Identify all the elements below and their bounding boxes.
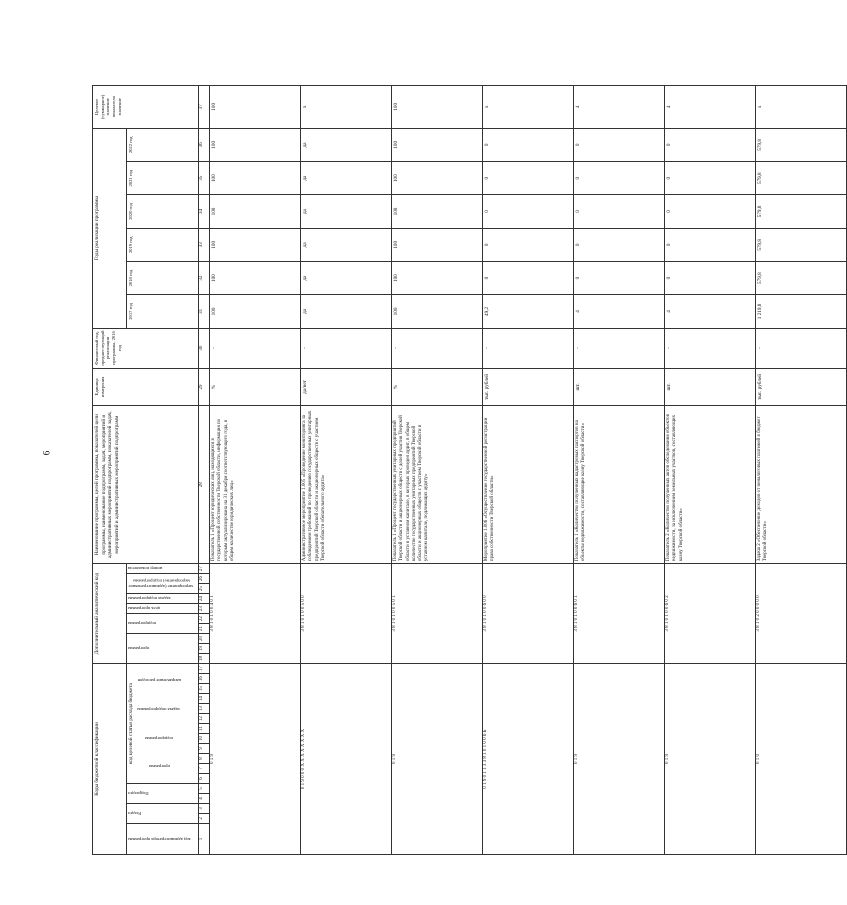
col-num: 29 [199,368,210,406]
year-value-cell: 0 [665,195,756,228]
col-num: 7 [199,764,210,774]
year-value-cell: 0 [483,228,574,261]
name-column-header: Наименование программы, целей программы, показателей цели программы, наименование подпрограмм, задач, мероприятий и административных мероприятий подпрограмм, показателей задач, мероприятий и административных мероприятий подпрограмм [93,406,199,564]
col-num: 22 [199,614,210,624]
year-value-cell: 0 [574,228,665,261]
row-name-cell: Административное мероприятие 1.005 «Проведение мониторинга за соблюдением требований по проведению государственных унитарных предприятий Тверской области и акционерных обществ с участием Тверской области обязательного аудита» [301,406,392,564]
col-num: 24 [199,594,210,604]
year-value-cell: 1 219,8 [756,295,847,328]
codes-title: Коды бюджетной классификации [93,664,127,855]
unit-cell: шт. [574,368,665,406]
target-column-header [93,86,199,129]
fin-year-column-header: Финансовый год, предшествующий реализации программы, 2016 год [93,328,199,368]
col-num: 36 [199,128,210,161]
x-subprogram-header: подпрограмма [127,614,199,634]
year-value-cell: 100 [392,295,483,328]
year-value-cell: да [301,128,392,161]
unit-cell: да/нет [301,368,392,406]
extra-code-cell: 3 8 1 0 1 0 0 6 0 2 [665,564,756,664]
year-value-cell: 0 [665,162,756,195]
target-value-cell: 4 [665,86,756,129]
col-num: 2 [199,813,210,823]
year-value-cell: 100 [392,162,483,195]
col-num: 11 [199,724,210,734]
col-num: 37 [199,86,210,129]
x-program-header: программа [127,634,199,664]
col-num: 30 [199,328,210,368]
row-name-cell: Показатель 1 «Количество полученных кадастровых паспортов на объекты недвижимости, составляющие казну Тверской области» [574,406,665,564]
col-num: 28 [199,406,210,564]
fin-year-cell: - [210,328,301,368]
extra-code-cell: 3 8 1 0 1 0 0 6 0 1 [574,564,665,664]
col-num: 14 [199,694,210,704]
year-value-cell: 100 [392,261,483,294]
table-row [574,86,665,855]
col-num: 10 [199,734,210,744]
col-num: 25 [199,584,210,594]
extra-code-title: Дополнительный аналитический код [93,564,127,664]
year-2022: 2022 год [127,128,199,161]
col-num: 8 [199,754,210,764]
row-name-cell: Показатель 2 «Количество полученных актов обследования объектов недвижимости, за исключением земельных участков, составляющих казну Тверской области» [665,406,756,564]
year-value-cell: 100 [392,195,483,228]
col-num: 23 [199,604,210,614]
section-header: Раздел [127,803,199,823]
budget-code-cell: 0 1 9 [665,664,756,855]
year-value-cell: 49,2 [483,295,574,328]
years-title: Годы реализации программы [93,128,127,328]
target-value-cell: 4 [574,86,665,129]
col-num: 32 [199,261,210,294]
ta-subprogram: подпрограмма [144,735,173,741]
year-value-cell: 0 [574,195,665,228]
unit-cell: шт. [665,368,756,406]
col-num: 35 [199,162,210,195]
year-value-cell: 579,8 [756,228,847,261]
target-subtitle: значение [116,98,122,116]
target-title: Целевое (суммарное) значение показателя [94,94,117,119]
rotated-document [92,85,769,855]
target-article-header [127,664,199,784]
table-row [483,86,574,855]
col-num: 33 [199,228,210,261]
col-num: 20 [199,634,210,644]
target-value-cell: 100 [210,86,301,129]
program-table [92,85,847,855]
year-value-cell: 0 [483,128,574,161]
year-value-cell: 100 [210,295,301,328]
unit-cell: тыс. рублей [483,368,574,406]
x-task-header: задача подпрограммы [127,594,199,604]
year-value-cell: 0 [665,128,756,161]
row-name-cell: Задача 2 «Обеспечение доходов от неналоговых платежей в бюджет Тверской области» [756,406,847,564]
x-indicator-header: номер показателя [127,564,199,574]
year-value-cell: 579,8 [756,162,847,195]
col-num: 9 [199,744,210,754]
col-num: 16 [199,674,210,684]
col-num: 34 [199,195,210,228]
table-row [210,86,301,855]
col-num: 3 [199,803,210,813]
year-value-cell: 0 [574,128,665,161]
col-num: 1 [199,823,210,854]
year-value-cell: 100 [392,228,483,261]
budget-code-cell: 0 1 9 0 0 0 X X X X X X X X [301,664,392,855]
extra-code-cell: 3 8 1 0 1 0 0 6 0 0 [483,564,574,664]
col-num: 15 [199,684,210,694]
year-value-cell: да [301,162,392,195]
subsection-header: Подраздел [127,783,199,803]
col-num: 6 [199,773,210,783]
table-row [392,86,483,855]
year-value-cell: 0 [483,195,574,228]
admin-code-header: код администратора программы [127,823,199,854]
year-value-cell: да [301,195,392,228]
row-name-cell: Показатель 1 «Процент государственных унитарных предприятий Тверской области и акционерных обществ с долей участия Тверской области в уставном капитале, в которых проведен аудит, в общем количестве государственных унитарных предприятий Тверской области и акционерных обществ с участием Тверской области в уставном капитале, подлежащих аудиту» [392,406,483,564]
budget-code-cell: 0 1 9 0 1 1 3 3 8 1 0 1 0 0 6 Б [483,664,574,855]
year-value-cell: 0 [483,261,574,294]
ta-program: программа [147,764,170,770]
year-value-cell: 4 [665,295,756,328]
year-2017: 2017 год [127,295,199,328]
ta-direction: направление расходов [136,678,181,684]
year-value-cell: да [301,228,392,261]
year-value-cell: да [301,261,392,294]
budget-code-cell: 0 1 9 [392,664,483,855]
fin-year-cell: - [756,328,847,368]
col-num: 31 [199,295,210,328]
row-name-cell: Показатель 1 «Процент юридических лиц, находящихся в государственной собственности Тверской области, информация по которым актуализирована на 31 декабря соответствующего года, в общем количестве юридических лиц» [210,406,301,564]
year-value-cell: 100 [392,128,483,161]
col-num: 21 [199,624,210,634]
page-number: 6 [41,450,52,456]
year-value-cell: 100 [210,228,301,261]
year-value-cell: 579,8 [756,261,847,294]
extra-code-cell: 3 8 1 0 1 0 0 5 0 1 [392,564,483,664]
col-num: 18 [199,654,210,664]
unit-cell: % [392,368,483,406]
target-value-cell: 100 [392,86,483,129]
extra-code-cell: 3 8 1 0 2 0 0 0 0 0 [756,564,847,664]
year-value-cell: 579,8 [756,128,847,161]
table-row [756,86,847,855]
year-value-cell: 0 [665,261,756,294]
col-num: 26 [199,574,210,584]
col-num: 27 [199,564,210,574]
col-num: 4 [199,793,210,803]
col-num: 5 [199,783,210,793]
year-value-cell: 4 [574,295,665,328]
year-2018: 2018 год [127,261,199,294]
ta-task: задача подпрограммы [137,707,180,712]
x-event-header: мероприятие (административное мероприятие) подпрограммы [127,574,199,594]
fin-year-cell: - [483,328,574,368]
extra-code-cell: 3 8 1 0 1 0 0 4 0 1 [210,564,301,664]
col-num: 12 [199,714,210,724]
column-numbers-row [199,86,210,855]
year-value-cell: 0 [574,162,665,195]
row-name-cell: Мероприятие 1.006 «Осуществление государственной регистрации права собственности Тверской области» [483,406,574,564]
target-article-title: код целевой статьи расхода бюджета [128,683,134,764]
year-2020: 2020 год [127,195,199,228]
col-num: 17 [199,664,210,674]
budget-code-cell: 0 1 0 [756,664,847,855]
target-value-cell: х [756,86,847,129]
unit-column-header: Единица измерения [93,368,199,406]
target-value-cell: х [483,86,574,129]
year-value-cell: 100 [210,195,301,228]
budget-code-cell: 0 1 9 [574,664,665,855]
extra-code-cell: 3 8 1 0 1 0 0 5 0 0 [301,564,392,664]
year-value-cell: 0 [483,162,574,195]
col-num: 13 [199,704,210,714]
year-value-cell: 579,8 [756,195,847,228]
col-num: 19 [199,644,210,654]
year-2021: 2021 год [127,162,199,195]
year-value-cell: 0 [574,261,665,294]
year-value-cell: 0 [665,228,756,261]
budget-code-cell: 0 1 9 [210,664,301,855]
fin-year-cell: - [392,328,483,368]
unit-cell: тыс. рублей [756,368,847,406]
x-goal-header: цель программы [127,604,199,614]
year-value-cell: да [301,295,392,328]
table-row [301,86,392,855]
year-value-cell: 100 [210,261,301,294]
table-row [665,86,756,855]
fin-year-cell: - [574,328,665,368]
unit-cell: % [210,368,301,406]
year-value-cell: 100 [210,128,301,161]
fin-year-cell: - [665,328,756,368]
fin-year-cell: - [301,328,392,368]
year-value-cell: 100 [210,162,301,195]
year-2019: 2019 год [127,228,199,261]
target-value-cell: х [301,86,392,129]
